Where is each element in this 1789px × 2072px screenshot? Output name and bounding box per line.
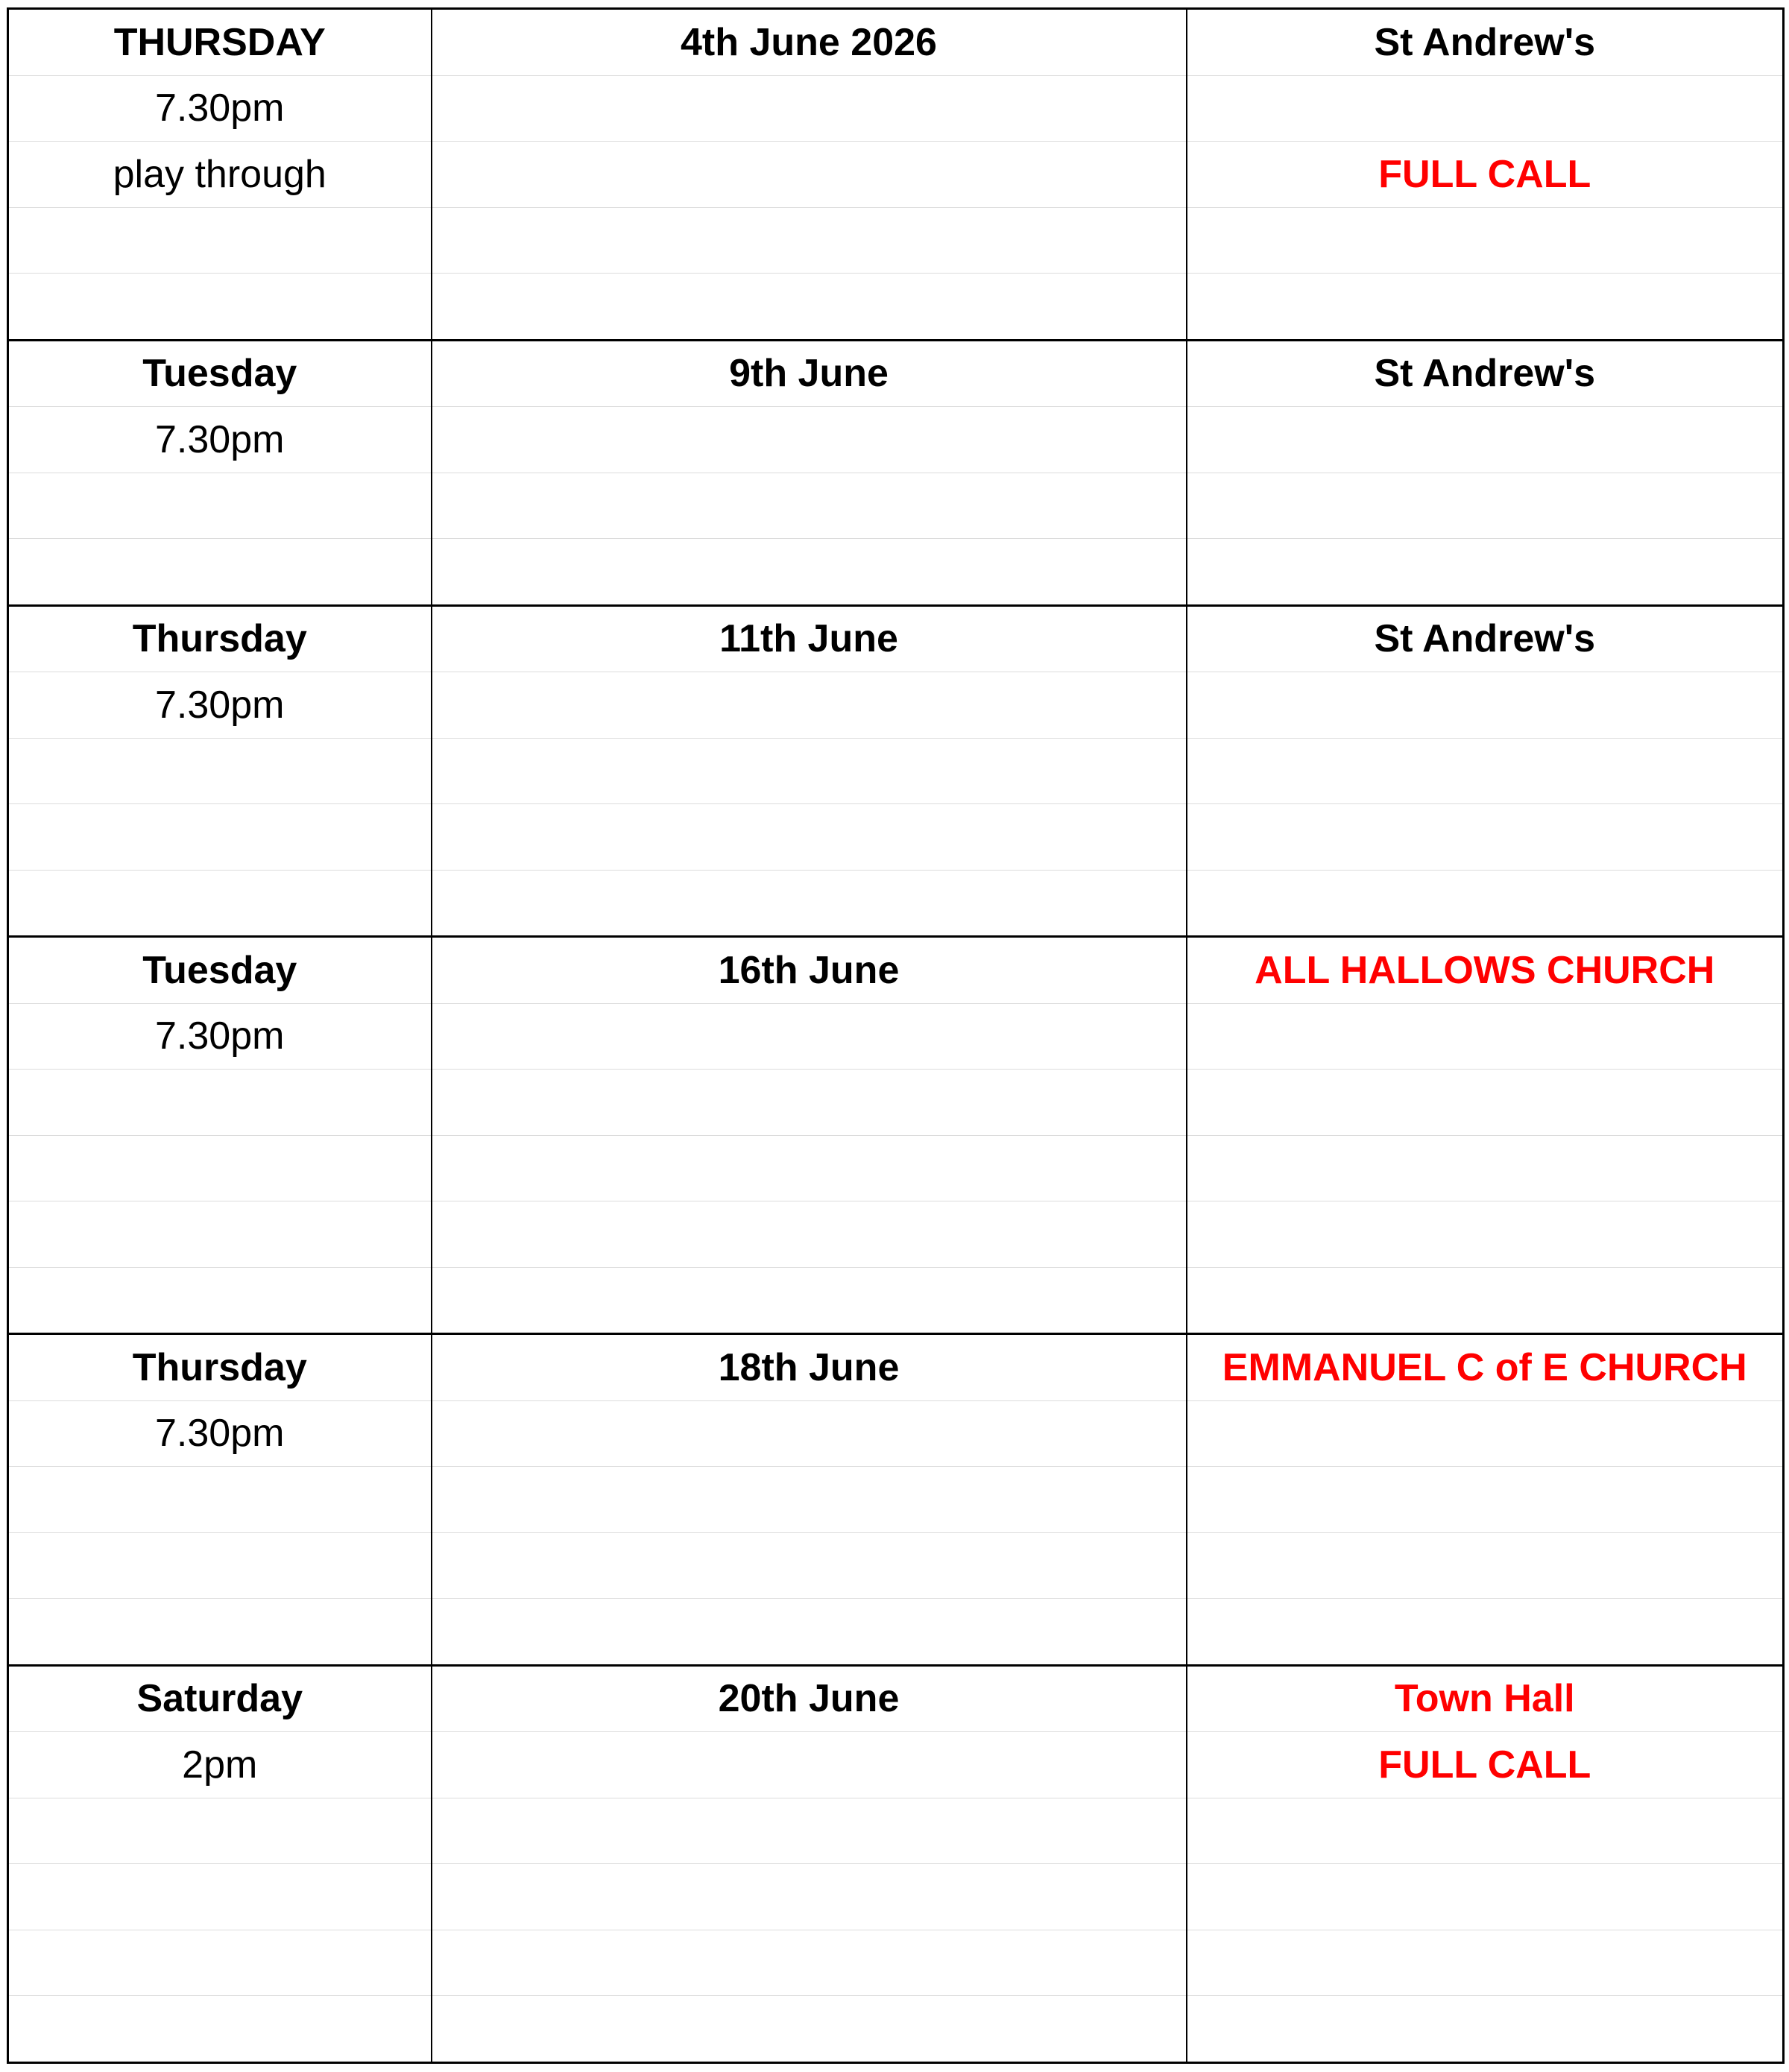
schedule-row [8,75,1784,142]
venue-note-cell [1187,1201,1784,1268]
venue-note-cell [1187,1467,1784,1533]
venue-note-cell [1187,1864,1784,1930]
day-detail-cell [8,473,432,539]
date-empty-cell [432,870,1187,937]
date-empty-cell [432,672,1187,739]
day-detail-cell [8,804,432,871]
schedule-row [8,738,1784,804]
date-empty-cell [432,1201,1187,1268]
schedule-row [8,1201,1784,1268]
schedule-row [8,1003,1784,1070]
schedule-row [8,1665,1784,1732]
day-detail-cell: 7.30pm [8,1400,432,1467]
schedule-row [8,340,1784,407]
day-detail-cell [8,207,432,274]
venue-note-cell [1187,473,1784,539]
schedule-row [8,539,1784,606]
day-cell: Thursday [8,1334,432,1401]
schedule-row [8,9,1784,76]
day-detail-cell [8,870,432,937]
venue-note-cell [1187,870,1784,937]
day-detail-cell [8,1135,432,1201]
schedule-row [8,207,1784,274]
schedule-row [8,1400,1784,1467]
venue-note-cell [1187,1267,1784,1334]
venue-note-cell: FULL CALL [1187,1732,1784,1798]
day-detail-cell [8,1267,432,1334]
day-cell: THURSDAY [8,9,432,76]
schedule-row [8,937,1784,1004]
venue-note-cell [1187,1996,1784,2063]
date-empty-cell [432,1135,1187,1201]
date-cell: 11th June [432,605,1187,672]
day-detail-cell: 2pm [8,1732,432,1798]
date-empty-cell [432,1070,1187,1136]
day-detail-cell [8,1201,432,1268]
venue-note-cell [1187,1003,1784,1070]
date-empty-cell [432,1532,1187,1599]
date-cell: 18th June [432,1334,1187,1401]
date-empty-cell [432,274,1187,341]
day-detail-cell [8,1798,432,1864]
day-detail-cell: 7.30pm [8,407,432,473]
schedule-row [8,1267,1784,1334]
schedule-row [8,1532,1784,1599]
schedule-row [8,407,1784,473]
venue-note-cell: FULL CALL [1187,142,1784,208]
schedule-row [8,804,1784,871]
date-cell: 20th June [432,1665,1187,1732]
date-cell: 4th June 2026 [432,9,1187,76]
day-detail-cell [8,1070,432,1136]
day-detail-cell [8,539,432,606]
date-empty-cell [432,1467,1187,1533]
venue-note-cell [1187,1532,1784,1599]
schedule-row [8,672,1784,739]
venue-cell: St Andrew's [1187,340,1784,407]
venue-note-cell [1187,274,1784,341]
day-cell: Saturday [8,1665,432,1732]
date-empty-cell [432,738,1187,804]
day-detail-cell [8,274,432,341]
day-cell: Thursday [8,605,432,672]
date-empty-cell [432,75,1187,142]
day-detail-cell: play through [8,142,432,208]
day-detail-cell [8,1996,432,2063]
venue-note-cell [1187,1930,1784,1996]
date-empty-cell [432,1798,1187,1864]
date-empty-cell [432,407,1187,473]
venue-cell: ALL HALLOWS CHURCH [1187,937,1784,1004]
date-empty-cell [432,1996,1187,2063]
venue-note-cell [1187,1599,1784,1666]
day-detail-cell [8,1930,432,1996]
schedule-row [8,274,1784,341]
schedule-row [8,1599,1784,1666]
schedule-row [8,142,1784,208]
schedule-row [8,870,1784,937]
schedule-row [8,1135,1784,1201]
day-cell: Tuesday [8,340,432,407]
date-cell: 9th June [432,340,1187,407]
schedule-row [8,473,1784,539]
day-detail-cell [8,1467,432,1533]
schedule-row [8,1732,1784,1798]
schedule-body [8,9,1784,2063]
rehearsal-schedule-table [7,7,1785,2064]
date-empty-cell [432,1267,1187,1334]
date-empty-cell [432,1732,1187,1798]
schedule-row [8,1798,1784,1864]
schedule-row [8,1864,1784,1930]
date-empty-cell [432,539,1187,606]
day-detail-cell: 7.30pm [8,75,432,142]
date-empty-cell [432,1400,1187,1467]
day-detail-cell [8,1864,432,1930]
schedule-row [8,605,1784,672]
venue-note-cell [1187,75,1784,142]
venue-note-cell [1187,1070,1784,1136]
date-empty-cell [432,1599,1187,1666]
venue-cell: St Andrew's [1187,605,1784,672]
venue-note-cell [1187,672,1784,739]
venue-note-cell [1187,738,1784,804]
day-detail-cell: 7.30pm [8,672,432,739]
date-empty-cell [432,207,1187,274]
venue-note-cell [1187,804,1784,871]
venue-note-cell [1187,539,1784,606]
schedule-row [8,1070,1784,1136]
day-detail-cell [8,1532,432,1599]
venue-note-cell [1187,407,1784,473]
date-empty-cell [432,473,1187,539]
venue-note-cell [1187,1135,1784,1201]
venue-note-cell [1187,207,1784,274]
date-empty-cell [432,1003,1187,1070]
venue-note-cell [1187,1400,1784,1467]
date-empty-cell [432,142,1187,208]
schedule-row [8,1467,1784,1533]
venue-note-cell [1187,1798,1784,1864]
venue-cell: EMMANUEL C of E CHURCH [1187,1334,1784,1401]
schedule-row [8,1334,1784,1401]
day-detail-cell: 7.30pm [8,1003,432,1070]
schedule-row [8,1996,1784,2063]
venue-cell: Town Hall [1187,1665,1784,1732]
date-cell: 16th June [432,937,1187,1004]
schedule-row [8,1930,1784,1996]
date-empty-cell [432,1930,1187,1996]
day-detail-cell [8,738,432,804]
day-detail-cell [8,1599,432,1666]
day-cell: Tuesday [8,937,432,1004]
date-empty-cell [432,1864,1187,1930]
venue-cell: St Andrew's [1187,9,1784,76]
date-empty-cell [432,804,1187,871]
